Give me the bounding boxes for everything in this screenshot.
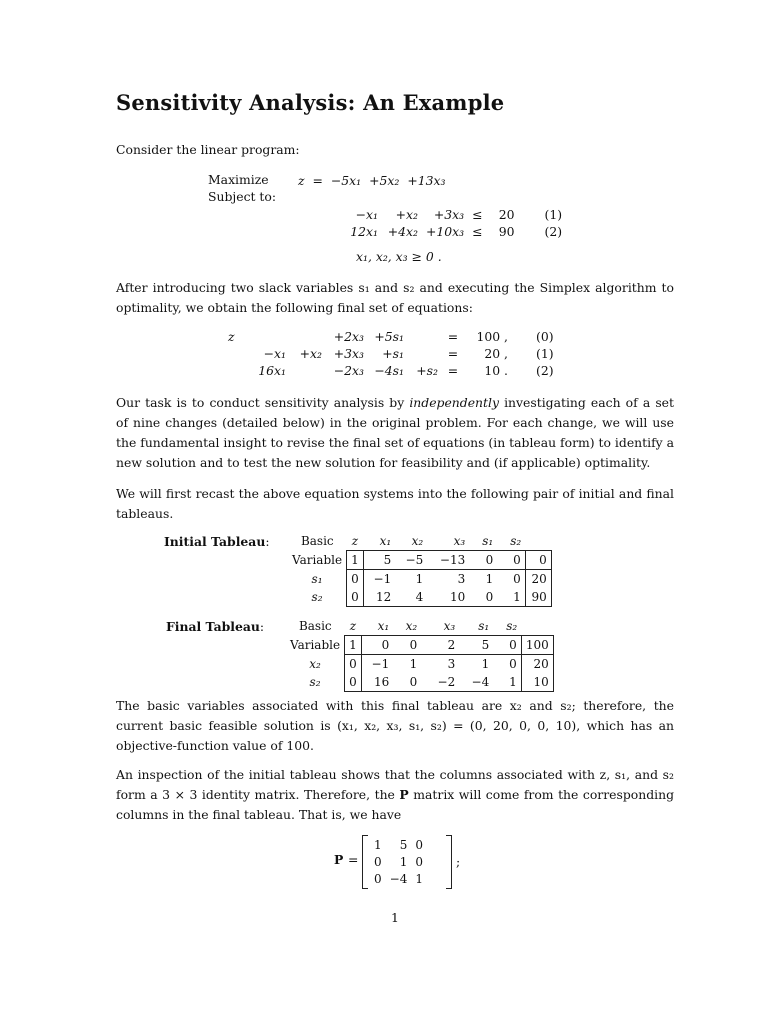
matrix-cell: 1 [415,871,423,886]
constraint-relation: ≤ [472,207,483,222]
basic-variable: s₂ [288,588,347,607]
equation-cell [254,328,290,345]
basic-header: Basic [300,534,334,549]
inspection-bold: P [399,787,409,802]
variable-header: Variable [288,551,347,570]
basic-variables-paragraph: The basic variables associated with this final tableau are x₂ and s₂; therefore, the current basic feasible solution is (x₁, x₂, x₃, s₁, s₂) = (0, 20, 0, 0, 10), which has an objective-function value of 100. [116,698,674,753]
constraint-tag: (2) [544,224,563,239]
left-bracket [362,835,368,889]
equation-row [224,345,558,362]
equation-cell [408,345,442,362]
matrix-name: P [334,852,344,867]
matrix-cell: 0 [415,854,423,869]
table-cell: 0 [347,588,364,607]
rhs-cell: 20 [521,655,553,674]
column-header: s₂ [510,534,522,548]
rhs-cell: 90 [525,588,551,607]
table-cell: 0 [493,636,521,655]
equation-tag: (0) [536,329,554,344]
constraints-table [344,206,566,240]
objective-function [294,172,450,189]
equation-row [224,328,558,345]
table-cell: 5 [459,636,493,655]
equation-cell: 10 . [484,363,508,378]
table-cell: 1 [459,655,493,674]
table-cell: 0 [497,570,525,589]
table-cell: 1 [345,636,362,655]
table-row [288,551,551,570]
table-cell: 4 [395,588,427,607]
rhs-cell: 100 [521,636,553,655]
table-row [288,588,551,607]
final-tableau [286,617,554,692]
page-number: 1 [391,910,399,925]
equation-cell [224,362,254,379]
table-cell: 2 [421,636,459,655]
table-cell: 0 [497,551,525,570]
equation-row [224,362,558,379]
nonnegativity-constraint: x₁, x₂, x₃ ≥ 0 . [356,249,442,264]
matrix-row [370,870,427,887]
table-cell: 1 [469,570,497,589]
recast-paragraph: We will first recast the above equation systems into the following pair of initial and final tableaus. [116,486,674,521]
table-row [286,673,553,692]
matrix-cell: 0 [374,854,382,869]
table-cell: 0 [393,636,421,655]
constraint-term: 12x₁ [350,224,378,239]
objective-lhs: z [298,173,305,188]
table-cell: 1 [393,655,421,674]
table-cell: 0 [493,655,521,674]
matrix-cell: 5 [399,837,408,852]
matrix-cell: 0 [415,837,423,852]
equation-cell: +5s₁ [374,329,404,344]
table-cell: −1 [363,570,395,589]
tableau-header-row [288,532,551,551]
rhs-cell: 20 [525,570,551,589]
matrix-cell: 1 [399,854,408,869]
column-header: x₂ [411,534,424,548]
page-title: Sensitivity Analysis: An Example [116,90,505,115]
matrix-cell: 1 [374,837,382,852]
equation-cell: −4s₁ [374,363,404,378]
column-header: x₃ [443,619,456,633]
column-header: x₂ [405,619,418,633]
initial-tableau-title: Initial Tableau [164,534,266,549]
rhs-cell: 10 [521,673,553,692]
rhs-cell: 0 [525,551,551,570]
task-emphasis: independently [409,395,499,410]
intro-paragraph: Consider the linear program: [116,142,300,157]
constraint-row [344,206,566,223]
constraint-tag: (1) [544,207,563,222]
equation-cell [290,328,326,345]
basic-variable: s₂ [286,673,345,692]
table-cell: 0 [361,636,393,655]
matrix-row [370,853,427,870]
table-cell: 1 [493,673,521,692]
constraint-term: +x₂ [395,207,418,222]
table-row [286,655,553,674]
subject-to-label: Subject to: [208,189,277,204]
tableau-header-row [286,617,553,636]
objective-term: +5x₂ [369,173,400,188]
constraint-term: +3x₃ [433,207,465,222]
equation-cell: −x₁ [263,346,286,361]
equation-cell: = [447,363,459,378]
basic-variable: s₁ [288,570,347,589]
objective-term: +13x₃ [407,173,446,188]
task-paragraph [116,393,674,473]
inspection-text: matrix will come from the corresponding columns in the final tableau. That is, we have [116,787,674,822]
matrix-cell: 0 [374,871,382,886]
table-cell: 3 [421,655,459,674]
matrix-suffix: ; [456,854,461,869]
table-row [286,636,553,655]
column-header: x₃ [453,534,466,548]
basic-header: Basic [298,619,332,634]
table-cell: 0 [393,673,421,692]
table-cell: 0 [347,570,364,589]
table-cell: 1 [347,551,364,570]
table-cell: −5 [395,551,427,570]
table-cell: −2 [421,673,459,692]
table-cell: 10 [427,588,469,607]
right-bracket [446,835,452,889]
final-tableau-label: Final Tableau: [166,619,265,634]
table-cell: 5 [363,551,395,570]
equation-cell: 100 , [476,329,508,344]
constraint-row [344,223,566,240]
basic-variable: x₂ [286,655,345,674]
table-cell: 1 [497,588,525,607]
inspection-text: An inspection of the initial tableau shows that the columns associated with z, s₁, and s₂ form a 3 × 3 identity matrix. Therefore, the [116,767,674,802]
equation-cell [408,328,442,345]
table-cell: 0 [469,588,497,607]
matrix-eq: = [348,852,359,867]
initial-tableau-label: Initial Tableau: [164,534,270,549]
table-cell: −13 [427,551,469,570]
matrix-cell: −4 [389,871,408,886]
column-header: z [349,619,357,633]
table-cell: −1 [361,655,393,674]
table-cell: 16 [361,673,393,692]
slack-paragraph: After introducing two slack variables s₁ and s₂ and executing the Simplex algorithm to optimality, we obtain the following final set of equations: [116,280,674,315]
constraint-rhs: 90 [498,224,515,239]
task-text: Our task is to conduct sensitivity analysis by [116,395,410,410]
equation-tag: (1) [536,346,554,361]
equation-tag: (2) [536,363,554,378]
inspection-paragraph [116,765,674,825]
equation-cell: z [228,329,235,344]
table-cell: 1 [395,570,427,589]
table-cell: −4 [459,673,493,692]
equation-cell: 20 , [484,346,508,361]
constraint-term: −x₁ [355,207,378,222]
column-header: s₂ [506,619,518,633]
document-page [116,0,674,1024]
table-cell: 3 [427,570,469,589]
equation-cell: 16x₁ [258,363,286,378]
equation-cell: +s₂ [416,363,438,378]
equation-cell: +s₁ [382,346,404,361]
task-text: investigating each of a set of nine changes (detailed below) in the original problem. For each change, we will use the fundamental insight to revise the final set of equations (in tableau form) to identify a new solution and to test the new solution for feasibility and (if applicable) optimality. [116,395,674,470]
equation-cell: +3x₃ [333,346,364,361]
final-tableau-title: Final Tableau [166,619,260,634]
column-header: s₁ [482,534,494,548]
matrix-row [370,836,427,853]
constraint-term: +10x₃ [426,224,465,239]
equation-cell [290,362,326,379]
table-row [288,570,551,589]
equation-cell [224,345,254,362]
equation-cell: = [447,329,459,344]
equation-cell: = [447,346,459,361]
objective-eq: = [312,173,323,188]
table-cell: 12 [363,588,395,607]
column-header: x₁ [377,619,390,633]
matrix-body [370,836,427,887]
constraint-term: +4x₂ [387,224,418,239]
equation-cell: +2x₃ [333,329,364,344]
initial-tableau [288,532,552,607]
variable-header: Variable [286,636,345,655]
table-cell: 0 [345,673,362,692]
maximize-label: Maximize [208,172,269,187]
equation-cell: −2x₃ [333,363,364,378]
table-cell: 0 [345,655,362,674]
objective-term: −5x₁ [330,173,362,188]
column-header: z [351,534,359,548]
equation-cell: +x₂ [299,346,322,361]
column-header: s₁ [478,619,490,633]
final-equations [224,328,558,379]
column-header: x₁ [379,534,392,548]
constraint-rhs: 20 [498,207,515,222]
table-cell: 0 [469,551,497,570]
constraint-relation: ≤ [472,224,483,239]
